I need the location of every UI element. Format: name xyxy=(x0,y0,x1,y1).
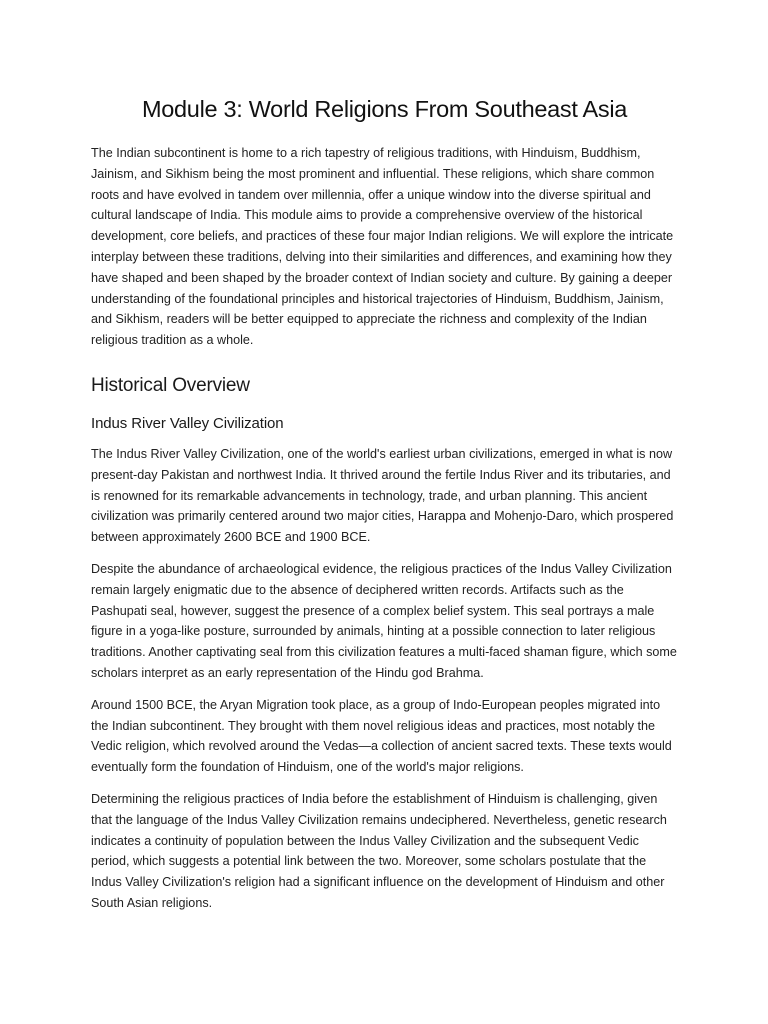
subsection-heading: Indus River Valley Civilization xyxy=(91,414,284,432)
page-title: Module 3: World Religions From Southeast Asia xyxy=(141,96,628,122)
body-paragraph-2: Despite the abundance of archaeological evidence, the religious practices of the Indus Valley Civilization remain largely enigmatic due to the absence of deciphered written records. Artifacts such as the Pashupati seal, however, suggest the presence of a complex belief system. This seal portrays a male figure in a yoga-like posture, surrounded by animals, hinting at a possible connection to later religious traditions. Another captivating seal from this civilization features a multi-faced shaman figure, which some scholars interpret as an early representation of the Hindu god Brahma. xyxy=(91,561,677,680)
body-paragraph-3: Around 1500 BCE, the Aryan Migration took place, as a group of Indo-European peoples migrated into the Indian subcontinent. They brought with them novel religious ideas and practices, most notably the Vedic religion, which revolved around the Vedas—a collection of ancient sacred texts. These texts would eventually form the foundation of Hinduism, one of the world's major religions. xyxy=(91,697,672,775)
body-paragraph-1: The Indus River Valley Civilization, one of the world's earliest urban civilizations, emerged in what is now present-day Pakistan and northwest India. It thrived around the fertile Indus River and its tributaries, and is renowned for its remarkable advancements in technology, trade, and urban planning. This ancient civilization was primarily centered around two major cities, Harappa and Mohenjo-Daro, which prospered between approximately 2600 BCE and 1900 BCE. xyxy=(91,446,674,545)
section-heading: Historical Overview xyxy=(91,374,250,396)
intro-paragraph: The Indian subcontinent is home to a rich tapestry of religious traditions, with Hinduism, Buddhism, Jainism, and Sikhism being the most prominent and influential. These religions, which share common roots and have evolved in tandem over millennia, offer a unique window into the diverse spiritual and cultural landscape of India. This module aims to provide a comprehensive overview of the historical development, core beliefs, and practices of these four major Indian religions. We will explore the intricate interplay between these traditions, delving into their similarities and differences, and examining how they have shaped and been shaped by the broader context of Indian society and culture. By gaining a deeper understanding of the foundational principles and historical trajectories of Hinduism, Buddhism, Jainism, and Sikhism, readers will be better equipped to appreciate the richness and complexity of the Indian religious tradition as a whole. xyxy=(91,146,674,348)
body-paragraph-4: Determining the religious practices of India before the establishment of Hinduism is challenging, given that the language of the Indus Valley Civilization remains undeciphered. Nevertheless, genetic research indicates a continuity of population between the Indus Valley Civilization and the subsequent Vedic period, which suggests a potential link between the two. Moreover, some scholars postulate that the Indus Valley Civilization's religion had a significant influence on the development of Hinduism and other South Asian religions. xyxy=(91,791,667,910)
